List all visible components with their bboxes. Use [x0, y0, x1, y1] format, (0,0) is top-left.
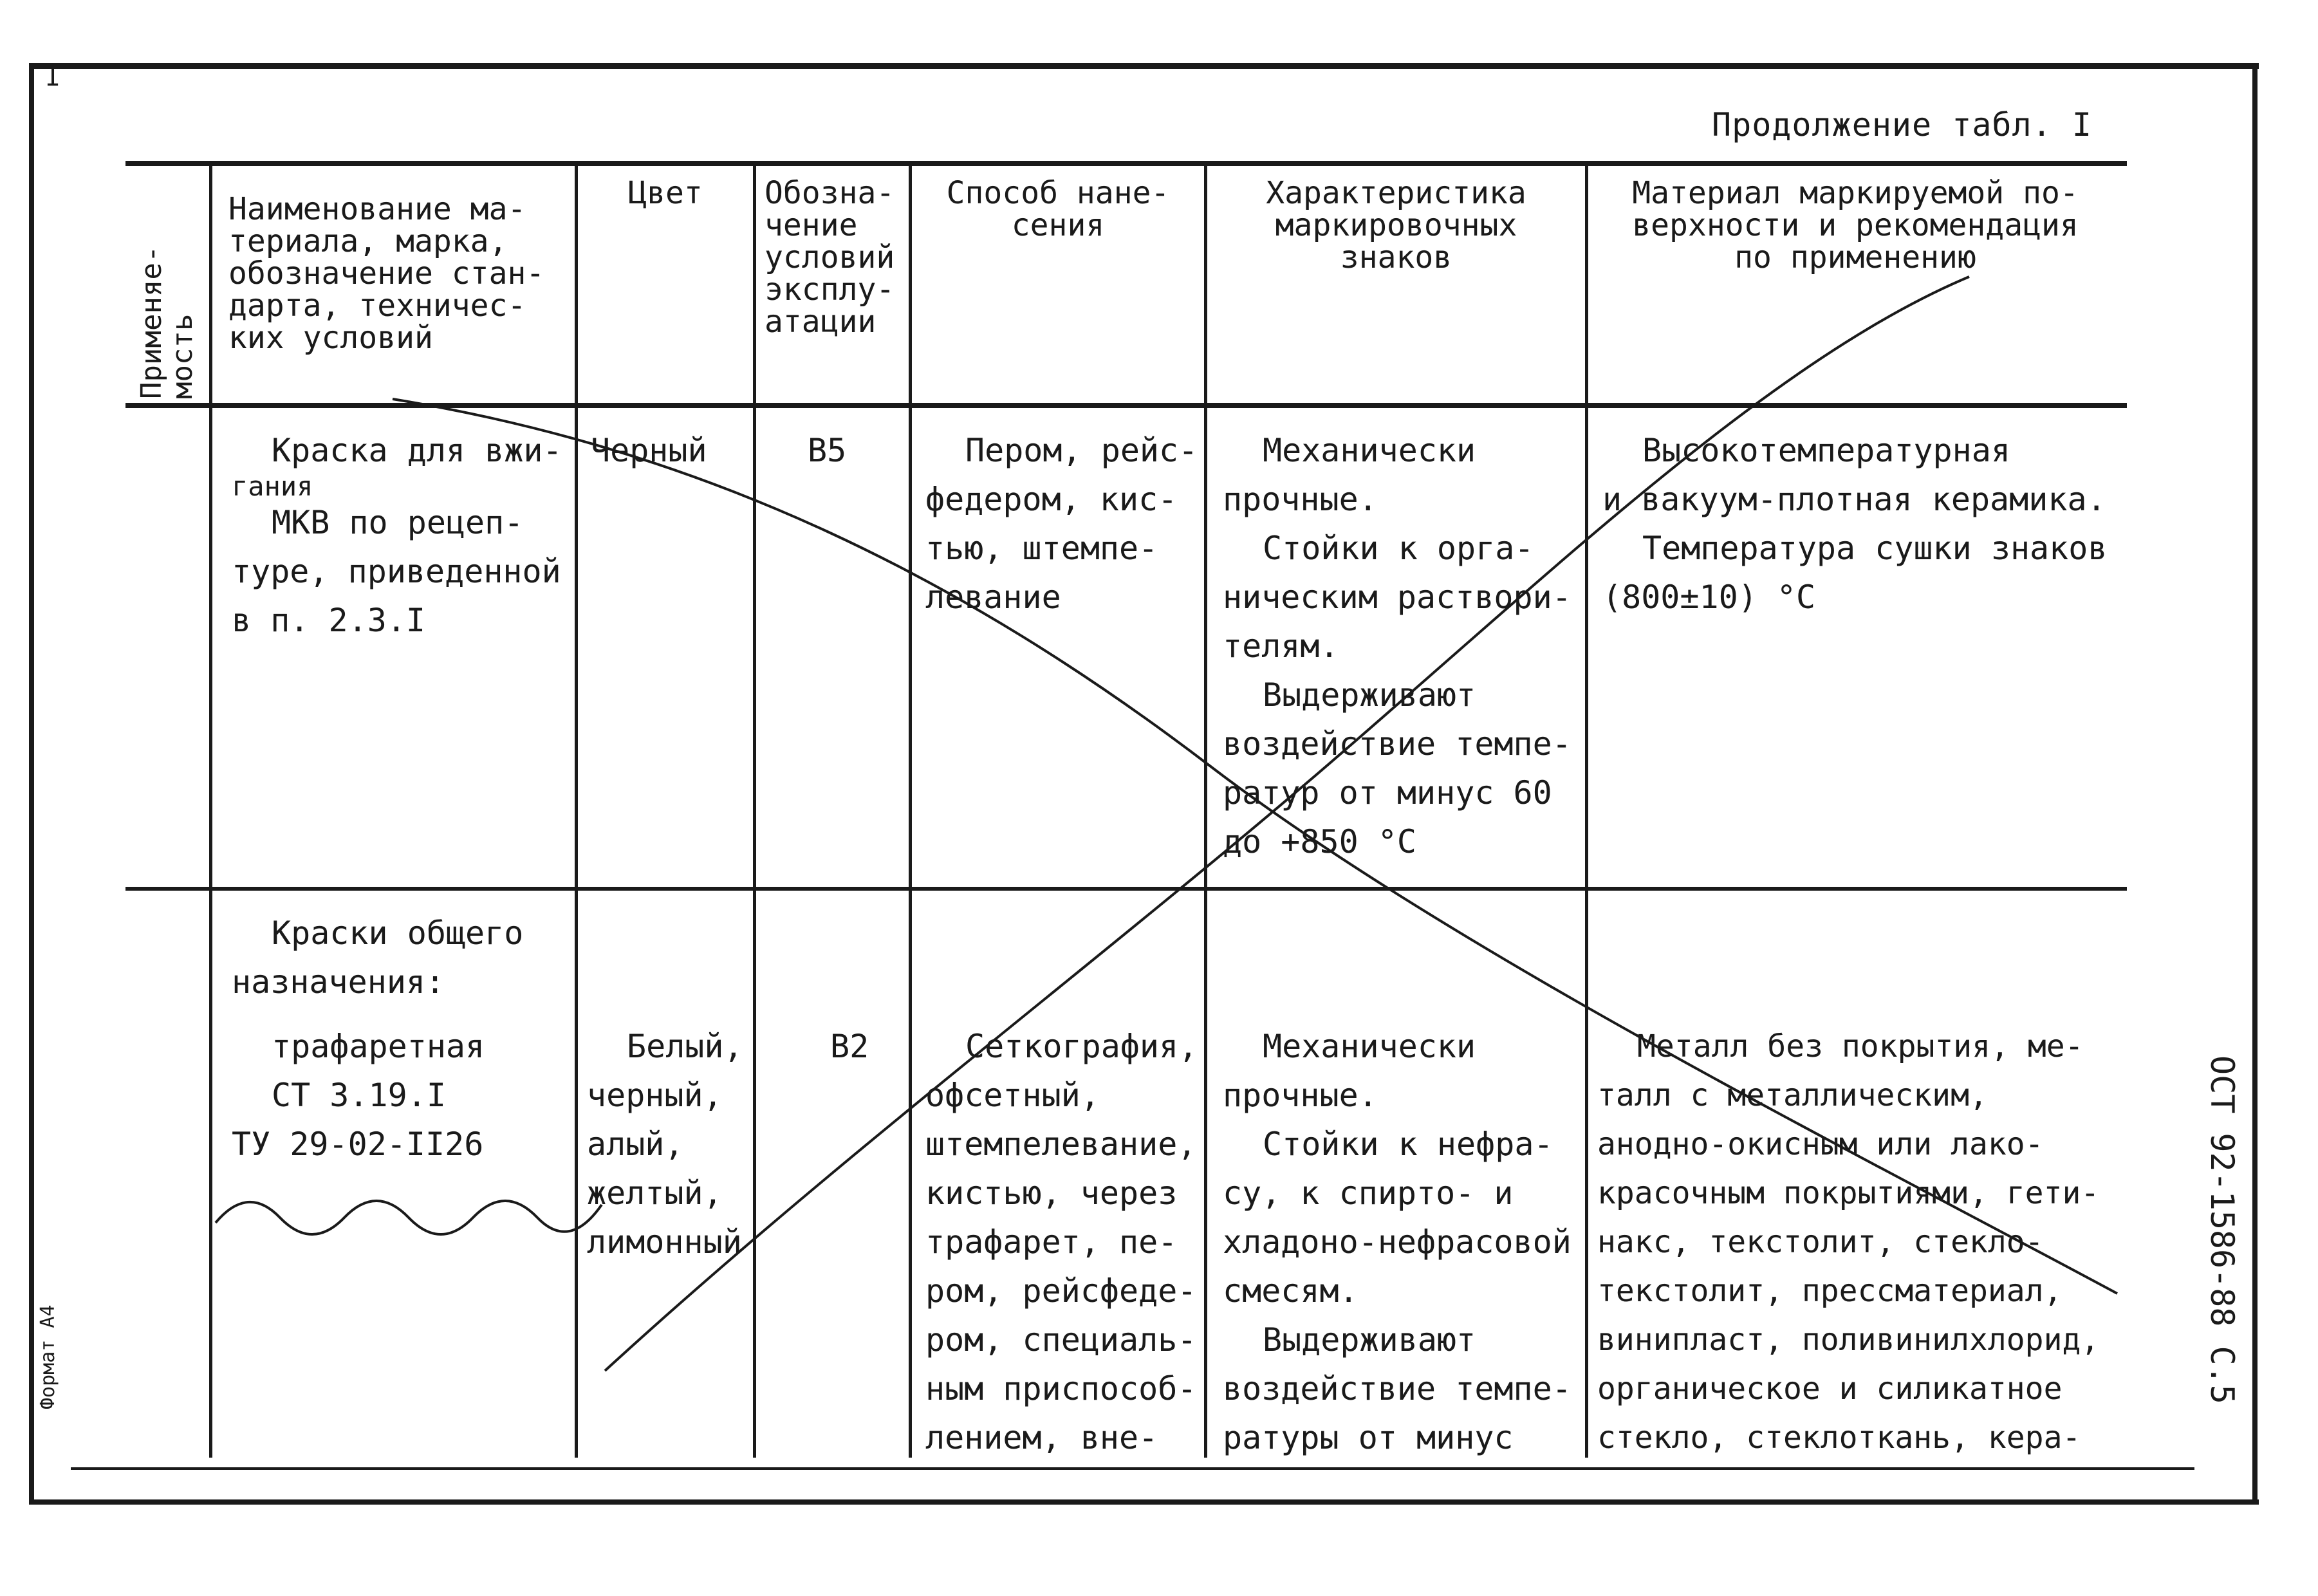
row1-designation: B5 — [808, 432, 847, 469]
row1-method: Пером, рейс- федером, кис- тью, штемпе- левание — [925, 432, 1198, 616]
right-margin-code: ОСТ 92-1586-88 С.5 — [2203, 1055, 2241, 1404]
strikeout-line-b — [605, 277, 1969, 1371]
header-surface: Материал маркируемой по- верхности и рекомендация по применению — [1632, 175, 2079, 275]
row2-material: Краски общего назначения: трафаретная СТ 3.19.I ТУ 29-02-II26 — [232, 914, 524, 1163]
header-color: Цвет — [628, 175, 703, 211]
row2-method: Сеткография, офсетный, штемпелевание, кистью, через трафарет, пе- ром, рейсфеде- ром, специаль- ным приспособ- лением, вне- — [925, 1028, 1198, 1456]
row1-surface: Высокотемпературная и вакуум-плотная керамика. Температура сушки знаков (800±10) °С — [1602, 432, 2108, 616]
row2-designation: B2 — [830, 1028, 869, 1065]
header-method: Способ нане- сения — [946, 175, 1170, 243]
row1-color: Черный — [591, 432, 707, 469]
row1-characteristic: Механически прочные. Стойки к орга- ническим раствори- телям. Выдерживают воздействие темпе- ратур от минус 60 до +850 °С — [1223, 432, 1572, 860]
header-designation: Обозна- чение условий эксплу- атации — [765, 175, 895, 340]
header-characteristic: Характеристика маркировочных знаков — [1266, 175, 1526, 275]
wavy-underline — [216, 1201, 602, 1234]
left-margin-code: Формат А4 — [37, 1304, 59, 1409]
row2-characteristic: Механически прочные. Стойки к нефра- су, к спирто- и хладоно-нефрасовой смесям. Выдерживают воздействие темпе- ратуры от минус — [1223, 1028, 1572, 1456]
corner-mark: I — [45, 62, 61, 92]
header-applicability: Применяе- мость — [135, 245, 199, 399]
continuation-label: Продолжение табл. I — [1712, 106, 2092, 144]
strikeout-line-a — [393, 399, 2117, 1294]
row1-material: Краска для вжи- гания МКВ по рецеп- туре, приведенной в п. 2.3.I — [232, 432, 562, 639]
header-material: Наименование ма- териала, марка, обозначение стан- дарта, техничес- ких условий — [228, 191, 545, 356]
row2-surface: Металл без покрытия, ме- талл с металлическим, анодно-окисным или лако- красочным покрытиями, гети- накс, текстолит, стекло- текстолит, прессматериал, винипласт, поливинилхлорид, органическое и силикатное стекло, стеклоткань, кера- — [1597, 1028, 2100, 1456]
row2-color: Белый, черный, алый, желтый, лимонный — [587, 1028, 743, 1261]
